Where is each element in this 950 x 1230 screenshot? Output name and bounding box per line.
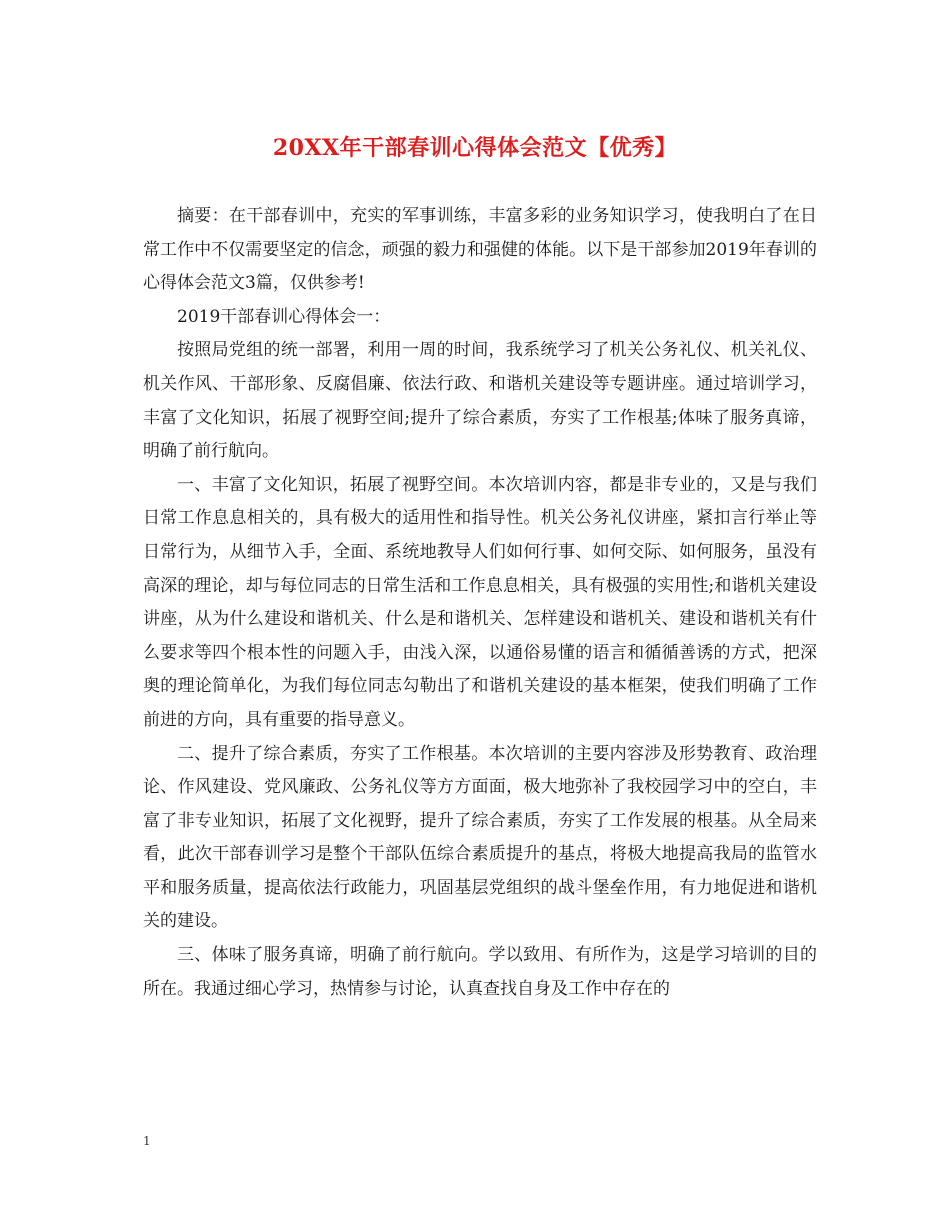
- abstract-paragraph: 摘要：在干部春训中，充实的军事训练，丰富多彩的业务知识学习，使我明白了在日常工作中不仅需要坚定的信念，顽强的毅力和强健的体能。以下是干部参加2019年春训的心得体会范文3篇，仅供参考!: [143, 206, 817, 294]
- body-paragraph: 一、丰富了文化知识，拓展了视野空间。本次培训内容，都是非专业的，又是与我们日常工作息息相关的，具有极大的适用性和指导性。机关公务礼仪讲座，紧扣言行举止等日常行为，从细节入手，全面、系统地教导人们如何行事、如何交际、如何服务，虽没有高深的理论，却与每位同志的日常生活和工作息息相关，具有极强的实用性;和谐机关建设讲座，从为什么建设和谐机关、什么是和谐机关、怎样建设和谐机关、建设和谐机关有什么要求等四个根本性的问题入手，由浅入深，以通俗易懂的语言和循循善诱的方式，把深奥的理论简单化，为我们每位同志勾勒出了和谐机关建设的基本框架，使我们明确了工作前进的方向，具有重要的指导意义。: [143, 474, 817, 730]
- document-body: [143, 200, 817, 1006]
- body-paragraph: 按照局党组的统一部署，利用一周的时间，我系统学习了机关公务礼仪、机关礼仪、机关作风、干部形象、反腐倡廉、依法行政、和谐机关建设等专题讲座。通过培训学习，丰富了文化知识，拓展了视野空间;提升了综合素质，夯实了工作根基;体味了服务真谛，明确了前行航向。: [143, 340, 817, 462]
- document-title: 20XX年干部春训心得体会范文【优秀】: [272, 135, 678, 161]
- page-number: 1: [143, 1134, 151, 1148]
- section-heading: 2019干部春训心得体会一：: [177, 306, 391, 327]
- body-paragraph: 二、提升了综合素质，夯实了工作根基。本次培训的主要内容涉及形势教育、政治理论、作风建设、党风廉政、公务礼仪等方方面面，极大地弥补了我校园学习中的空白，丰富了非专业知识，拓展了文化视野，提升了综合素质，夯实了工作发展的根基。从全局来看，此次干部春训学习是整个干部队伍综合素质提升的基点，将极大地提高我局的监管水平和服务质量，提高依法行政能力，巩固基层党组织的战斗堡垒作用，有力地促进和谐机关的建设。: [143, 743, 817, 932]
- body-paragraph: 三、体味了服务真谛，明确了前行航向。学以致用、有所作为，这是学习培训的目的所在。我通过细心学习，热情参与讨论，认真查找自身及工作中存在的: [143, 945, 817, 999]
